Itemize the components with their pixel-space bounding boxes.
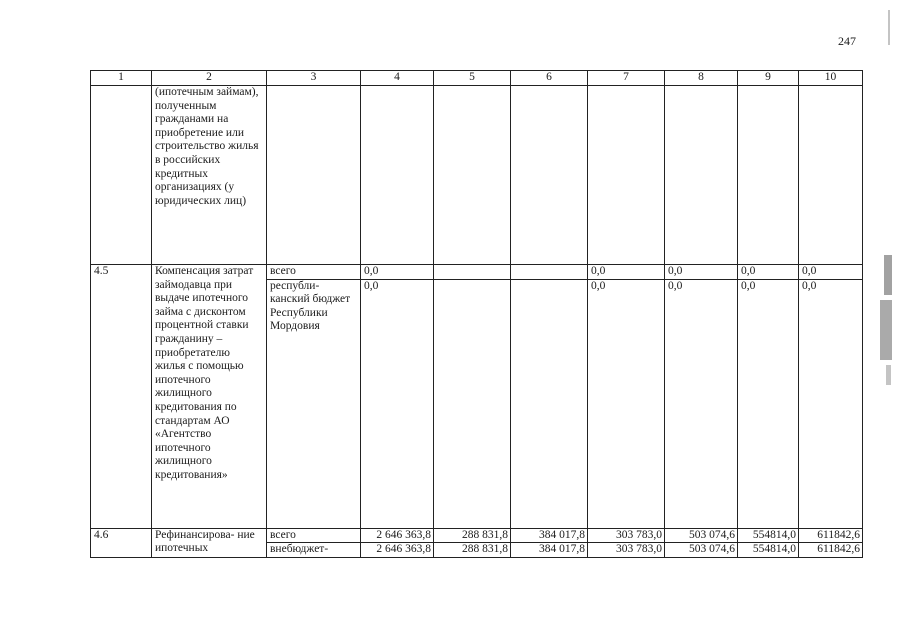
value-cell: 384 017,8 [511,543,588,558]
row-description: Рефинансирова- ние ипотечных [152,528,267,557]
value-cell: 611842,6 [799,543,863,558]
value-cell: 0,0 [799,265,863,280]
table-row [91,86,863,265]
column-header: 4 [361,71,434,86]
table-row [91,528,863,543]
funding-source: всего [267,265,361,280]
value-cell: 0,0 [665,279,738,528]
value-cell: 554814,0 [738,543,799,558]
value-cell [511,265,588,280]
value-cell: 2 646 363,8 [361,528,434,543]
value-cell: 0,0 [665,265,738,280]
value-cell: 303 783,0 [588,528,665,543]
column-header: 10 [799,71,863,86]
value-cell: 0,0 [738,279,799,528]
value-cell: 288 831,8 [434,528,511,543]
value-cell: 0,0 [588,265,665,280]
table-row [91,265,863,280]
column-header: 7 [588,71,665,86]
empty-cell [434,86,511,265]
column-header: 2 [152,71,267,86]
empty-cell [267,86,361,265]
value-cell [434,279,511,528]
column-header: 9 [738,71,799,86]
row-description: (ипотечным займам), полученным гражданами на приобретение или строительство жилья в российских кредитных организациях (у юридических лиц) [152,86,267,265]
row-description: Компенсация затрат займодавца при выдаче ипотечного займа с дисконтом процентной ставки гражданину – приобретателю жилья с помощью ипотечного жилищного кредитования по стандартам АО «Агентство ипотечного жилищного кредитования» [152,265,267,529]
row-id: 4.5 [91,265,152,529]
column-header: 1 [91,71,152,86]
value-cell: 503 074,6 [665,543,738,558]
funding-source: всего [267,528,361,543]
value-cell: 303 783,0 [588,543,665,558]
value-cell: 0,0 [738,265,799,280]
scan-noise [884,255,892,295]
value-cell: 0,0 [799,279,863,528]
value-cell: 611842,6 [799,528,863,543]
row-id [91,86,152,265]
value-cell: 2 646 363,8 [361,543,434,558]
empty-cell [511,86,588,265]
value-cell: 288 831,8 [434,543,511,558]
value-cell: 0,0 [361,265,434,280]
column-header: 8 [665,71,738,86]
column-header: 3 [267,71,361,86]
empty-cell [665,86,738,265]
value-cell: 503 074,6 [665,528,738,543]
scan-noise [886,365,891,385]
value-cell: 554814,0 [738,528,799,543]
value-cell: 384 017,8 [511,528,588,543]
empty-cell [738,86,799,265]
row-id: 4.6 [91,528,152,557]
value-cell: 0,0 [588,279,665,528]
budget-table [90,70,863,558]
empty-cell [588,86,665,265]
page-number: 247 [838,34,856,48]
scan-noise [888,10,890,45]
funding-source: внебюджет- [267,543,361,558]
column-header: 6 [511,71,588,86]
funding-source: республи- канский бюджет Республики Мордовия [267,279,361,528]
scan-noise [880,300,892,360]
value-cell [511,279,588,528]
value-cell [434,265,511,280]
empty-cell [361,86,434,265]
column-header: 5 [434,71,511,86]
value-cell: 0,0 [361,279,434,528]
table-header-row [91,71,863,86]
empty-cell [799,86,863,265]
